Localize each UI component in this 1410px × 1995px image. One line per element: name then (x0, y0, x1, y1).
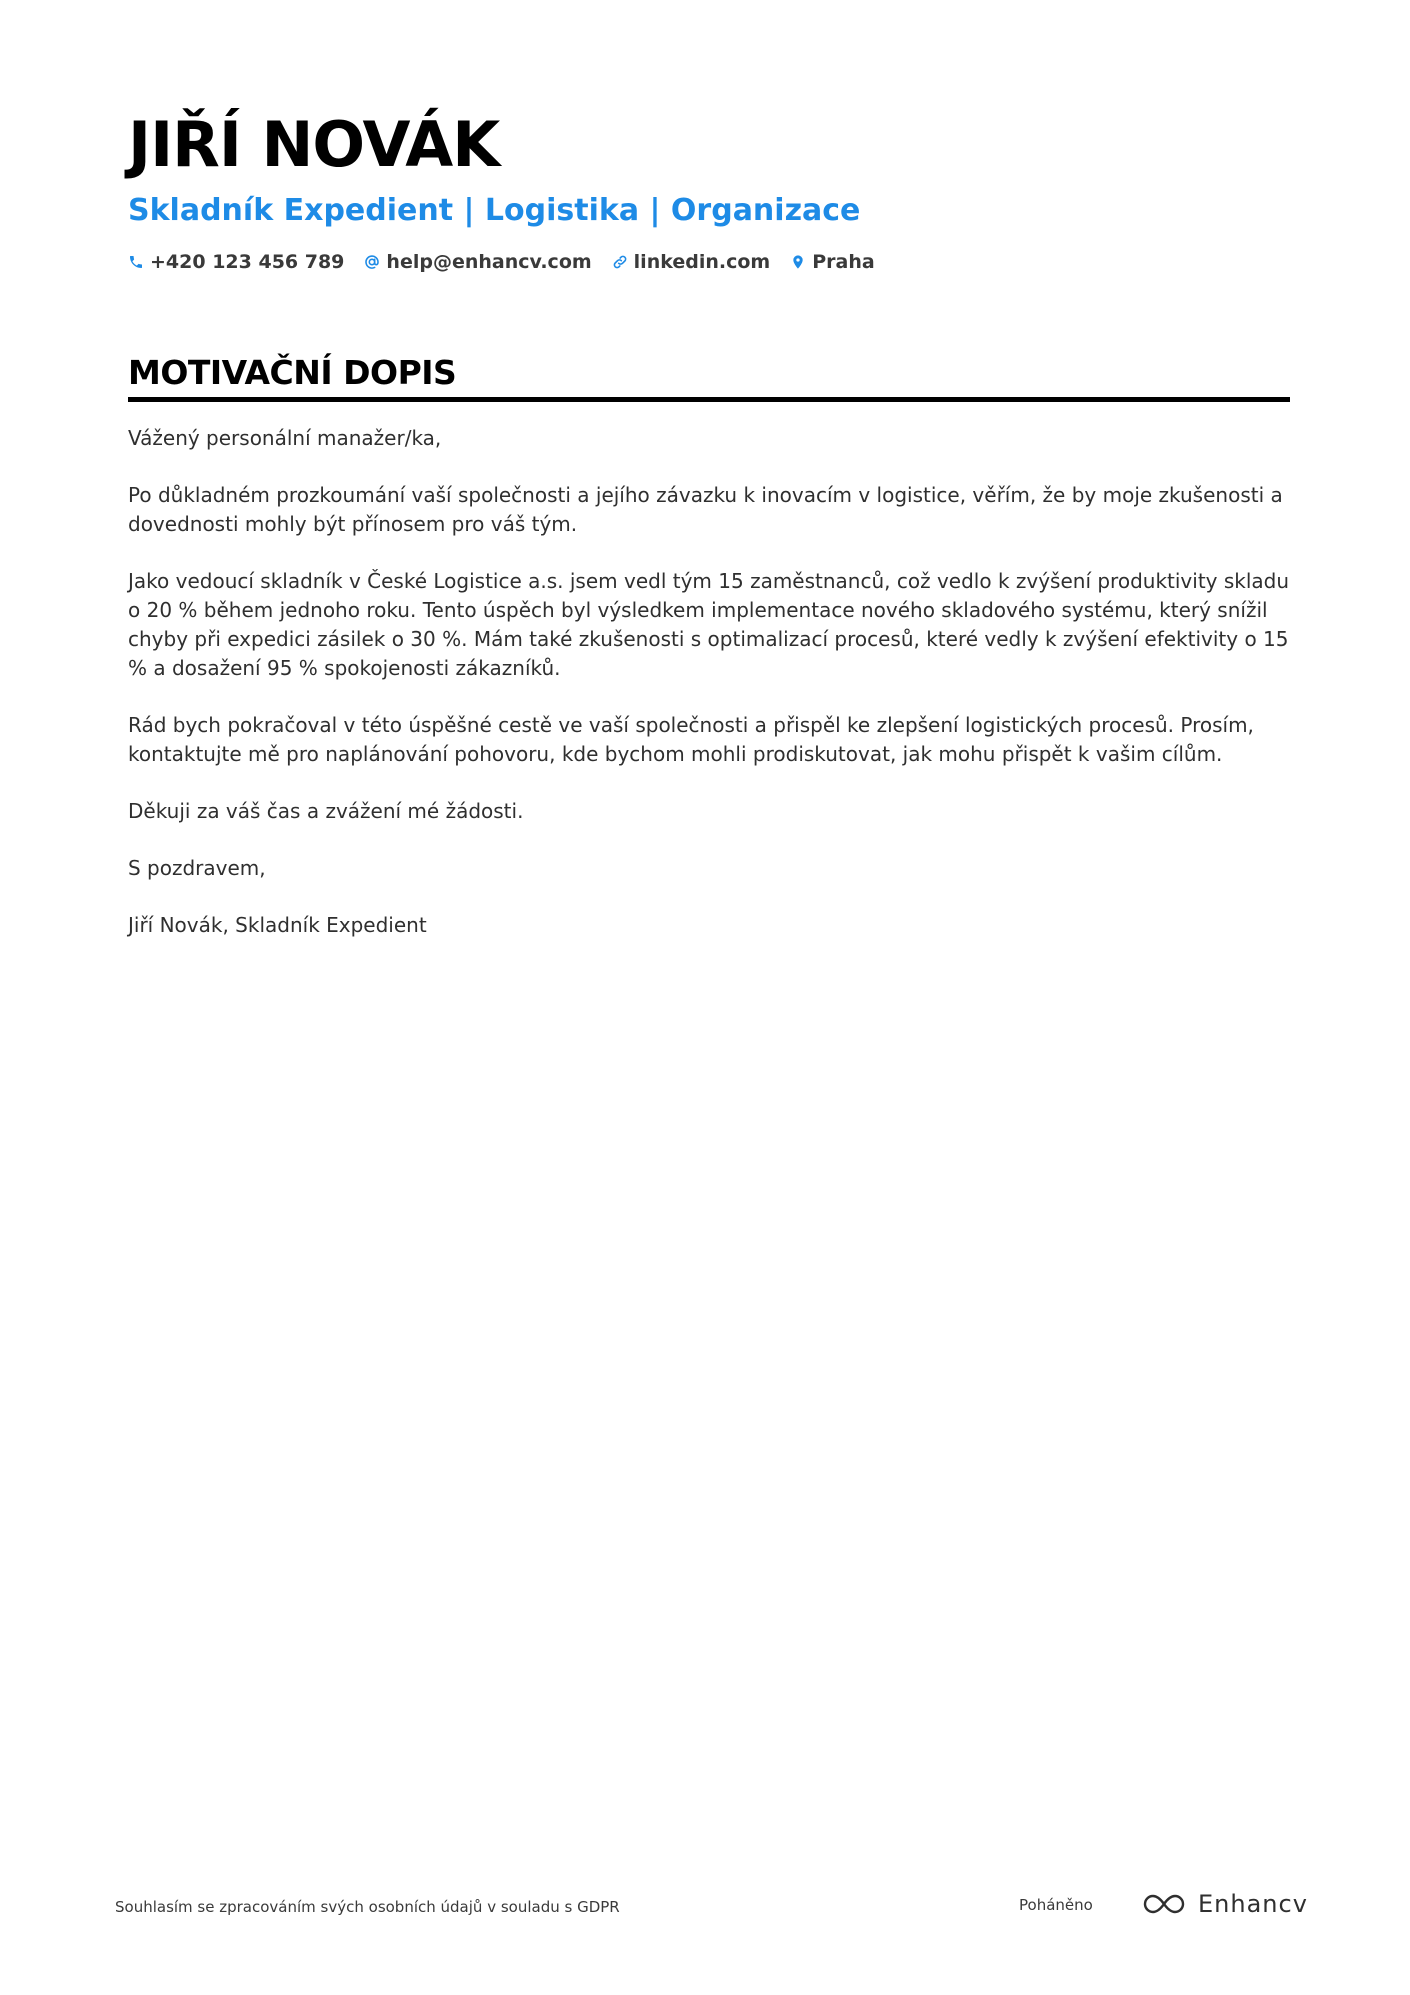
letter-paragraph-4: Děkuji za váš čas a zvážení mé žádosti. (128, 799, 524, 823)
link-icon (612, 254, 628, 270)
location-pin-icon (790, 254, 806, 270)
applicant-name: JIŘÍ NOVÁK (128, 108, 500, 181)
letter-paragraph-1: Po důkladném prozkoumání vaší společnosti a jejího závazku k inovacím v logistice, věřím, že by moje zkušenosti a dovednosti mohly být přínosem pro váš tým. (128, 483, 1283, 536)
contact-location (790, 251, 874, 273)
at-icon (364, 254, 380, 270)
location-text: Praha (812, 251, 875, 273)
phone-text: +420 123 456 789 (150, 251, 345, 273)
letter-paragraph-2: Jako vedoucí skladník v České Logistice a.s. jsem vedl tým 15 zaměstnanců, což vedlo k zvýšení produktivity skladu o 20 % během jednoho roku. Tento úspěch byl výsledkem implementace nového skladového systému, který snížil chyby při expedici zásilek o 30 %. Mám také zkušenosti s optimalizací procesů, které vedly k zvýšení efektivity o 15 % a dosažení 95 % spokojenosti zákazníků. (128, 569, 1290, 680)
contact-bar (128, 251, 1290, 273)
letter-closing: S pozdravem, (128, 856, 266, 880)
section-divider (128, 397, 1290, 402)
email-link[interactable]: help@enhancv.com (386, 251, 592, 273)
letter-greeting: Vážený personální manažer/ka, (128, 426, 442, 450)
linkedin-link[interactable]: linkedin.com (633, 251, 771, 273)
powered-by-label: Poháněno (1019, 1896, 1093, 1914)
cover-letter-page (128, 105, 1290, 968)
applicant-subtitle: Skladník Expedient | Logistika | Organizace (128, 193, 861, 228)
contact-email[interactable] (364, 251, 591, 273)
contact-phone (128, 251, 344, 273)
letter-body (128, 424, 1290, 940)
letter-paragraph-3: Rád bych pokračoval v této úspěšné cestě ve vaší společnosti a přispěl ke zlepšení logistických procesů. Prosím, kontaktujte mě pro naplánování pohovoru, kde bychom mohli prodiskutovat, jak mohu přispět k vašim cílům. (128, 713, 1254, 766)
gdpr-consent-text: Souhlasím se zpracováním svých osobních údajů v souladu s GDPR (115, 1898, 620, 1916)
page-footer (115, 1890, 1308, 1922)
letter-signature: Jiří Novák, Skladník Expedient (128, 913, 427, 937)
brand-name: Enhancv (1198, 1890, 1308, 1918)
enhancv-logo-icon (1140, 1891, 1188, 1917)
section-title: MOTIVAČNÍ DOPIS (128, 353, 457, 392)
brand-logo[interactable] (1140, 1890, 1308, 1918)
contact-linkedin[interactable] (612, 251, 771, 273)
phone-icon (128, 254, 144, 270)
